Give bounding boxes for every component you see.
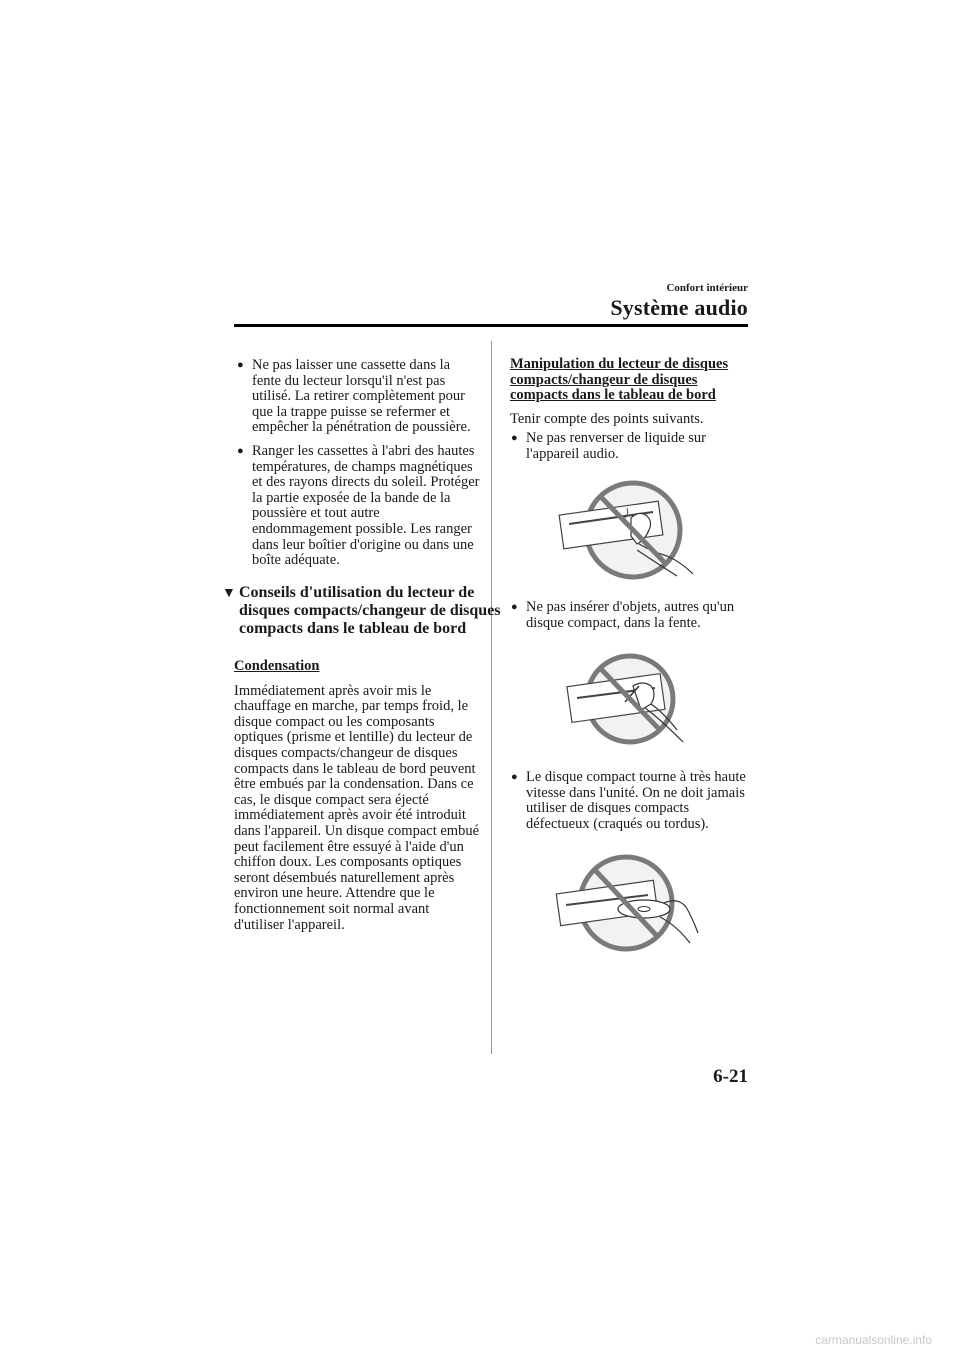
list-item: ● Ne pas insérer d'objets, autres qu'un disque compact, dans la fente. xyxy=(511,599,735,631)
watermark: carmanualsonline.info xyxy=(815,1333,932,1347)
left-column xyxy=(236,358,480,577)
list-item: ● Ranger les cassettes à l'abri des hautes températures, de champs magnétiques et des rayons directs du soleil. Protéger la partie exposée de la bande de la poussière et tout autre endommagement possible. Les ranger dans leur boîtier d'origine ou dans une boîte adéquate. xyxy=(237,442,480,569)
page-number: 6-21 xyxy=(713,1066,748,1087)
chapter-title: Confort intérieur xyxy=(666,282,748,294)
list-item: ● Ne pas laisser une cassette dans la fente du lecteur lorsqu'il n'est pas utilisé. La retirer complètement pour que la trappe puisse se refermer et empêcher la pénétration de poussière. xyxy=(237,357,471,436)
handling-heading: Manipulation du lecteur de disques compacts/changeur de disques compacts dans le tableau de bord xyxy=(510,356,729,404)
bullet-icon: ● xyxy=(237,444,244,457)
no-liquid-icon xyxy=(553,478,698,583)
bullet-icon: ● xyxy=(511,601,518,613)
condensation-text: Immédiatement après avoir mis le chauffage en marche, par temps froid, le disque compact ou les composants optiques (prisme et lentille) du lecteur de disques compacts/changeur de disques compacts dans le tableau de bord peuvent être embués par la condensation. Dans ce cas, le disque compact sera éjecté immédiatement après avoir été introduit dans l'appareil. Un disque compact embué peut facilement être essuyé à l'aide d'un chiffon doux. Les composants optiques seront désembués naturellement après environ une heure. Attendre que le fonctionnement soit normal avant d'utiliser l'appareil. xyxy=(234,682,480,933)
bullet-icon: ● xyxy=(237,359,244,371)
section-title: Système audio xyxy=(610,295,748,320)
list-item: ● Le disque compact tourne à très haute vitesse dans l'unité. On ne doit jamais utiliser de disques compacts défectueux (craqués ou tordus). xyxy=(511,769,746,832)
no-foreign-object-icon xyxy=(563,652,688,748)
header-rule xyxy=(234,324,748,327)
list-item: ● Ne pas renverser de liquide sur l'appareil audio. xyxy=(511,430,706,462)
right-column-heading-block xyxy=(510,357,748,427)
condensation-section xyxy=(234,659,482,933)
triangle-marker-icon: ▼ xyxy=(222,586,236,601)
condensation-heading: Condensation xyxy=(234,658,320,674)
intro-text: Tenir compte des points suivants. xyxy=(510,410,704,427)
bullet-icon: ● xyxy=(511,771,518,783)
bullet-icon: ● xyxy=(511,432,518,444)
no-damaged-disc-icon xyxy=(548,853,700,953)
column-divider xyxy=(491,341,492,1054)
subsection-title: ▼ Conseils d'utilisation du lecteur de disques compacts/changeur de disques compacts dans le tableau de bord xyxy=(222,584,501,637)
